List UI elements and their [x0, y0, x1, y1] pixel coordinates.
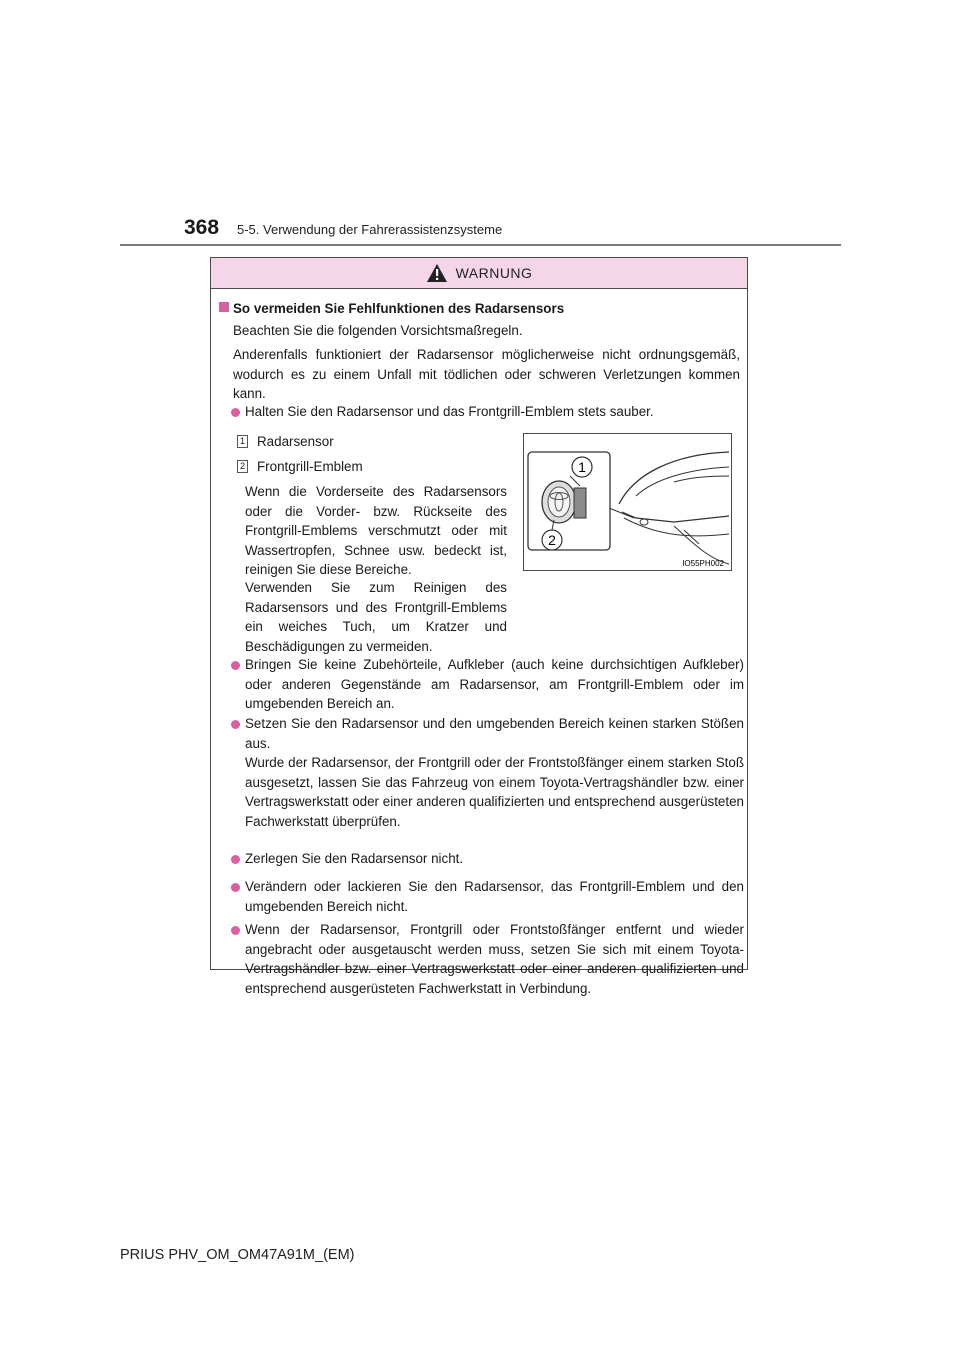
item-label-radarsensor: Radarsensor — [257, 434, 334, 449]
bullet-dot-icon — [231, 661, 240, 670]
heading-square-icon — [219, 302, 229, 312]
bullet-item: Halten Sie den Radarsensor und das Frontgrill-Emblem stets sauber. — [245, 404, 654, 419]
bullet-item-continuation: Wurde der Radarsensor, der Frontgrill oder der Frontstoßfänger einem starken Stoß ausgesetzt, lassen Sie das Fahrzeug von einem Toyota-Vertragshändler bzw. einer Vertragswerkstatt oder einer anderen qualifizierten und entsprechend ausgerüsteten Fachwerkstatt überprüfen. — [245, 755, 744, 829]
clean-paragraph-2: Verwenden Sie zum Reinigen des Radarsensors und des Frontgrill-Emblems ein weiches Tuch, um Kratzer und Beschädigungen zu vermeiden. — [245, 580, 507, 654]
warning-heading: So vermeiden Sie Fehlfunktionen des Radarsensors — [233, 301, 565, 316]
bullet-dot-icon — [231, 926, 240, 935]
bullet-item: Zerlegen Sie den Radarsensor nicht. — [245, 851, 464, 866]
bullet-dot-icon — [231, 408, 240, 417]
warning-box — [210, 257, 748, 996]
warning-label: WARNUNG — [455, 265, 533, 281]
intro-paragraph: Anderenfalls funktioniert der Radarsensor möglicherweise nicht ordnungsgemäß, wodurch es zu einem Unfall mit tödlichen oder schweren Verletzungen kommen kann. — [233, 347, 740, 401]
page-number: 368 — [184, 216, 220, 239]
bullet-item: Bringen Sie keine Zubehörteile, Aufkleber (auch keine durchsichtigen Aufkleber) oder anderen Gegenstände am Radarsensor, am Frontgrill-Emblem oder im umgebenden Bereich an. — [245, 657, 744, 711]
car-front-illustration — [524, 434, 731, 570]
footer-doc-id: PRIUS PHV_OM_OM47A91M_(EM) — [120, 1247, 355, 1263]
figure-code: IO55PH002 — [682, 559, 724, 568]
radar-sensor-figure — [523, 433, 732, 571]
warning-triangle-icon — [426, 263, 448, 283]
header-divider — [120, 244, 841, 246]
bullet-dot-icon — [231, 883, 240, 892]
bullet-dot-icon — [231, 720, 240, 729]
item-label-frontgrill: Frontgrill-Emblem — [257, 459, 363, 474]
clean-paragraph-1: Wenn die Vorderseite des Radarsensors oder die Vorder- bzw. Rückseite des Frontgrill-Emblems verschmutzt oder mit Wassertropfen, Schnee usw. bedeckt ist, reinigen Sie diese Bereiche. — [245, 484, 507, 577]
bullet-item: Verändern oder lackieren Sie den Radarsensor, das Frontgrill-Emblem und den umgebenden Bereich nicht. — [245, 879, 744, 914]
figure-callout-2: 2 — [548, 532, 556, 548]
bullet-dot-icon — [231, 855, 240, 864]
section-title: 5-5. Verwendung der Fahrerassistenzsysteme — [237, 222, 503, 237]
callout-number-1: 1 — [237, 435, 248, 448]
intro-line: Beachten Sie die folgenden Vorsichtsmaßregeln. — [233, 323, 523, 338]
bullet-item: Setzen Sie den Radarsensor und den umgebenden Bereich keinen starken Stößen aus. — [245, 716, 744, 751]
bullet-item: Wenn der Radarsensor, Frontgrill oder Frontstoßfänger entfernt und wieder angebracht oder ausgetauscht werden muss, setzen Sie sich mit einem Toyota-Vertragshändler bzw. einer Vertragswerkstatt oder einer anderen qualifizierten und entsprechend ausgerüsteten Fachwerkstatt in Verbindung. — [245, 922, 744, 996]
warning-header — [211, 258, 747, 289]
callout-number-2: 2 — [237, 460, 248, 473]
figure-callout-1: 1 — [578, 459, 586, 475]
